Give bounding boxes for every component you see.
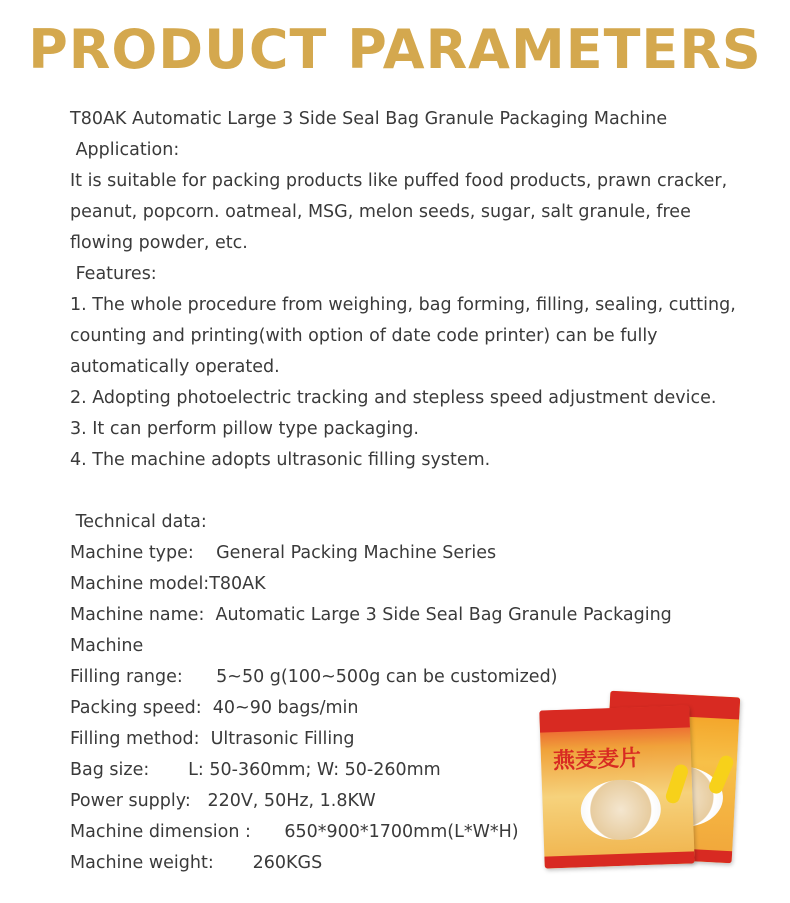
spec-value: 650*900*1700mm(L*W*H): [284, 822, 519, 842]
spec-value: 5~50 g(100~500g can be customized): [216, 667, 558, 687]
oatmeal-packages-image: [528, 690, 758, 870]
application-heading: Application:: [70, 140, 180, 160]
feature-line: 3. It can perform pillow type packaging.: [70, 419, 419, 439]
spec-value: Machine: [70, 636, 144, 656]
package-top-band: [539, 705, 690, 732]
bowl-illustration: [580, 779, 662, 842]
spec-row: [70, 569, 266, 600]
spec-row: [70, 600, 672, 631]
spec-value: General Packing Machine Series: [216, 543, 497, 563]
page-title: PRODUCT PARAMETERS: [28, 18, 762, 81]
feature-line: automatically operated.: [70, 357, 280, 377]
technical-heading: Technical data:: [70, 512, 207, 532]
application-line: It is suitable for packing products like puffed food products, prawn cracker,: [70, 171, 728, 191]
spec-label: Machine weight:: [70, 853, 253, 873]
application-line: peanut, popcorn. oatmeal, MSG, melon seeds, sugar, salt granule, free: [70, 202, 691, 222]
corn-illustration: [707, 753, 736, 795]
spec-label: Filling method:: [70, 729, 211, 749]
corn-illustration: [664, 763, 690, 805]
spec-row: [70, 724, 354, 755]
spec-label: Packing speed:: [70, 698, 213, 718]
features-heading: Features:: [70, 264, 157, 284]
feature-line: 2. Adopting photoelectric tracking and stepless speed adjustment device.: [70, 388, 717, 408]
package-brand-text: 燕麦麦片: [552, 746, 642, 775]
spec-label: Bag size:: [70, 760, 189, 780]
spec-row: [70, 817, 519, 848]
spec-row: [70, 538, 496, 569]
feature-line: counting and printing(with option of date code printer) can be fully: [70, 326, 658, 346]
spec-label: Machine type:: [70, 543, 217, 563]
spec-value: L: 50-360mm; W: 50-260mm: [188, 760, 441, 780]
spec-label: Power supply:: [70, 791, 208, 811]
spec-value: 40~90 bags/min: [212, 698, 359, 718]
spec-row: [70, 693, 358, 724]
spec-row: [70, 755, 441, 786]
spec-label: Filling range:: [70, 667, 217, 687]
feature-line: 1. The whole procedure from weighing, bag forming, filling, sealing, cutting,: [70, 295, 736, 315]
package-bottom-band: [544, 851, 694, 868]
product-name: T80AK Automatic Large 3 Side Seal Bag Granule Packaging Machine: [70, 109, 668, 129]
spec-value: T80AK: [209, 574, 266, 594]
feature-line: 4. The machine adopts ultrasonic filling system.: [70, 450, 491, 470]
spec-row: [70, 848, 322, 879]
spec-value: Ultrasonic Filling: [210, 729, 355, 749]
spec-row: [70, 662, 558, 693]
application-line: flowing powder, etc.: [70, 233, 248, 253]
spec-row: [70, 786, 376, 817]
spec-value: Automatic Large 3 Side Seal Bag Granule Packaging: [215, 605, 672, 625]
spec-value: 220V, 50Hz, 1.8KW: [207, 791, 376, 811]
spec-value: 260KGS: [252, 853, 323, 873]
spec-label: Machine dimension :: [70, 822, 285, 842]
front-package: [539, 705, 694, 868]
spec-label: Machine name:: [70, 605, 216, 625]
spec-label: Machine model:: [70, 574, 210, 594]
spec-row: [70, 631, 143, 662]
